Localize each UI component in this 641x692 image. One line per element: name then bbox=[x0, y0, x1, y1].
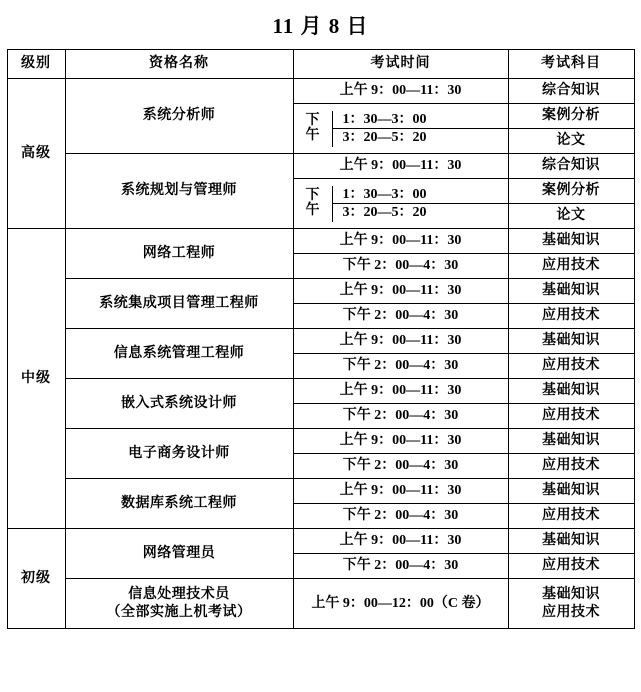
subject-cell: 综合知识 bbox=[508, 154, 634, 179]
time-pm-block-system-planning-manager bbox=[293, 179, 508, 229]
subject-cell: 基础知识 bbox=[508, 329, 634, 354]
table-row bbox=[7, 529, 634, 554]
qualification-information-processing-technician bbox=[65, 579, 293, 629]
pm-label-line2: 午 bbox=[305, 202, 320, 218]
time-pm: 下午 2：00—4：30 bbox=[293, 554, 508, 579]
subject-cell: 应用技术 bbox=[508, 354, 634, 379]
subject-cell: 案例分析 bbox=[508, 104, 634, 129]
subject-cell: 应用技术 bbox=[508, 304, 634, 329]
subject-cell: 论文 bbox=[508, 204, 634, 229]
time-pm-block-system-analyst bbox=[293, 104, 508, 154]
header-exam-subject: 考试科目 bbox=[508, 50, 634, 79]
qualification-network-administrator: 网络管理员 bbox=[65, 529, 293, 579]
table-row bbox=[7, 329, 634, 354]
time-am: 上午 9：00—11：30 bbox=[293, 529, 508, 554]
subject-cell: 基础知识 bbox=[508, 379, 634, 404]
subject-cell bbox=[508, 579, 634, 629]
subject-cell: 基础知识 bbox=[508, 229, 634, 254]
time-pm1: 1：30—3：00 bbox=[333, 111, 508, 130]
qualification-system-integration-pm-engineer: 系统集成项目管理工程师 bbox=[65, 279, 293, 329]
header-qualification: 资格名称 bbox=[65, 50, 293, 79]
table-row bbox=[7, 479, 634, 504]
pm-label bbox=[294, 186, 333, 222]
subject-cell: 基础知识 bbox=[508, 279, 634, 304]
time-pm: 下午 2：00—4：30 bbox=[293, 354, 508, 379]
time-pm: 下午 2：00—4：30 bbox=[293, 404, 508, 429]
header-exam-time: 考试时间 bbox=[293, 50, 508, 79]
level-cell-intermediate: 中级 bbox=[7, 229, 65, 529]
table-row bbox=[7, 429, 634, 454]
time-am: 上午 9：00—11：30 bbox=[293, 429, 508, 454]
time-pm: 下午 2：00—4：30 bbox=[293, 504, 508, 529]
pm-label-line2: 午 bbox=[305, 127, 320, 143]
time-pm: 下午 2：00—4：30 bbox=[293, 454, 508, 479]
qualification-database-system-engineer: 数据库系统工程师 bbox=[65, 479, 293, 529]
table-row bbox=[7, 579, 634, 629]
table-header-row bbox=[7, 50, 634, 79]
qualification-information-system-manager-engineer: 信息系统管理工程师 bbox=[65, 329, 293, 379]
table-row bbox=[7, 379, 634, 404]
subject-cell: 论文 bbox=[508, 129, 634, 154]
time-am-system-analyst: 上午 9：00—11：30 bbox=[293, 79, 508, 104]
time-am: 上午 9：00—11：30 bbox=[293, 279, 508, 304]
table-row bbox=[7, 229, 634, 254]
subject-cell: 基础知识 bbox=[508, 429, 634, 454]
subject-cell: 应用技术 bbox=[508, 254, 634, 279]
subject-cell: 综合知识 bbox=[508, 79, 634, 104]
subject-line1: 基础知识 bbox=[542, 587, 600, 602]
time-am: 上午 9：00—11：30 bbox=[293, 229, 508, 254]
subject-cell: 基础知识 bbox=[508, 479, 634, 504]
qualification-network-engineer: 网络工程师 bbox=[65, 229, 293, 279]
time-pm2: 3：20—5：20 bbox=[342, 130, 427, 145]
qualification-name-line2: （全部实施上机考试） bbox=[106, 604, 252, 620]
subject-line2: 应用技术 bbox=[542, 604, 600, 620]
table-row bbox=[7, 79, 634, 104]
level-cell-junior: 初级 bbox=[7, 529, 65, 629]
subject-cell: 应用技术 bbox=[508, 404, 634, 429]
subject-cell: 应用技术 bbox=[508, 504, 634, 529]
time-pm2: 3：20—5：20 bbox=[342, 205, 427, 220]
time-pm1: 1：30—3：00 bbox=[333, 186, 508, 205]
subject-cell: 应用技术 bbox=[508, 454, 634, 479]
qualification-name-line1: 信息处理技术员 bbox=[128, 587, 230, 602]
qualification-system-planning-manager: 系统规划与管理师 bbox=[65, 154, 293, 229]
pm-label-line1: 下 bbox=[305, 187, 320, 203]
table-row bbox=[7, 279, 634, 304]
time-am-system-planning-manager: 上午 9：00—11：30 bbox=[293, 154, 508, 179]
time-am: 上午 9：00—11：30 bbox=[293, 479, 508, 504]
time-single: 上午 9：00—12：00（C 卷） bbox=[293, 579, 508, 629]
subject-cell: 应用技术 bbox=[508, 554, 634, 579]
subject-cell: 基础知识 bbox=[508, 529, 634, 554]
table-row bbox=[7, 154, 634, 179]
page-title: 11 月 8 日 bbox=[272, 14, 369, 38]
subject-cell: 案例分析 bbox=[508, 179, 634, 204]
pm-label-line1: 下 bbox=[305, 112, 320, 128]
level-cell-senior: 高级 bbox=[7, 79, 65, 229]
time-pm: 下午 2：00—4：30 bbox=[293, 254, 508, 279]
qualification-embedded-system-designer: 嵌入式系统设计师 bbox=[65, 379, 293, 429]
time-am: 上午 9：00—11：30 bbox=[293, 329, 508, 354]
header-level: 级别 bbox=[7, 50, 65, 79]
qualification-ecommerce-designer: 电子商务设计师 bbox=[65, 429, 293, 479]
qualification-system-analyst: 系统分析师 bbox=[65, 79, 293, 154]
pm-label bbox=[294, 111, 333, 147]
time-am: 上午 9：00—11：30 bbox=[293, 379, 508, 404]
exam-schedule-table bbox=[7, 49, 635, 629]
time-pm: 下午 2：00—4：30 bbox=[293, 304, 508, 329]
